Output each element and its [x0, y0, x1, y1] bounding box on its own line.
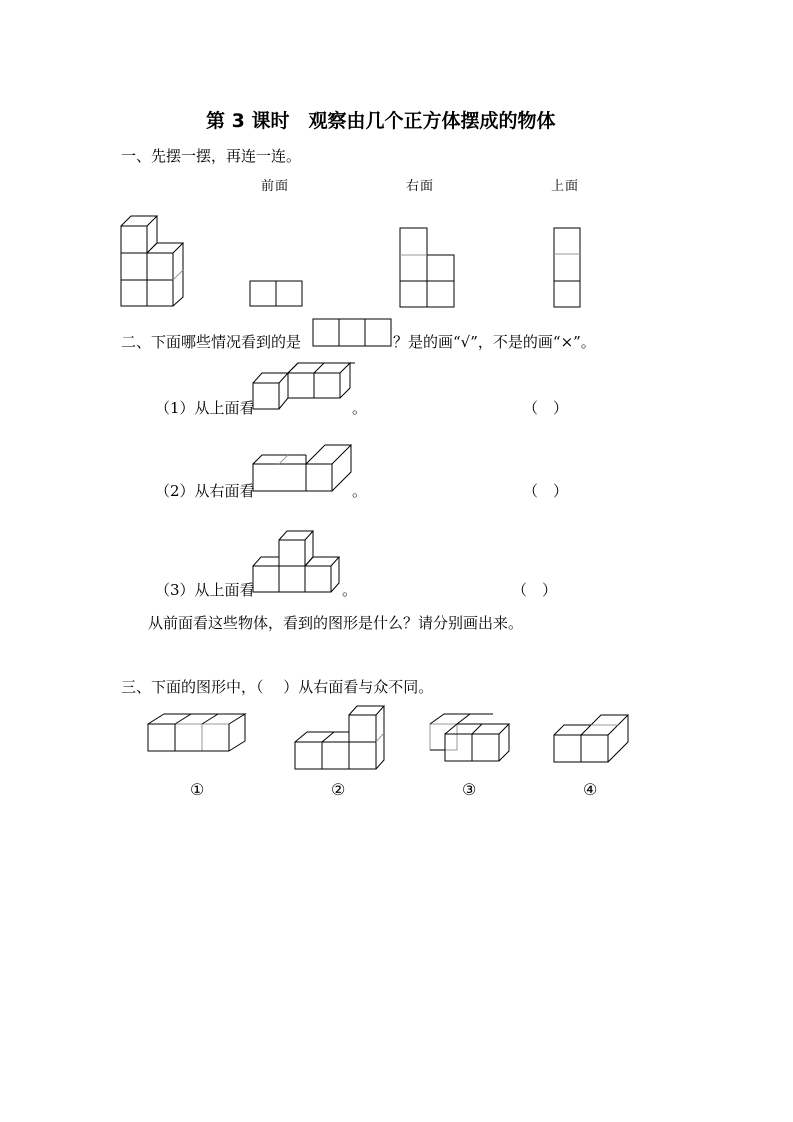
item3-answer-blank[interactable]: （ ）: [512, 581, 558, 599]
section2-heading-after: ？是的画“√”，不是的画“×”。: [393, 333, 596, 351]
item3-period: 。: [342, 581, 358, 599]
page-title: 第 3 课时 观察由几个正方体摆成的物体: [206, 110, 556, 132]
item2-label: （2）从右面看: [155, 482, 255, 500]
item2-answer-blank[interactable]: （ ）: [523, 482, 569, 500]
view-label-right: 右面: [406, 179, 435, 194]
item2-period: 。: [352, 482, 368, 500]
option4-label: ④: [583, 780, 598, 799]
section3-heading: 三、下面的图形中，（ ）从右面看与众不同。: [121, 678, 434, 696]
item1-label: （1）从上面看: [155, 399, 255, 417]
section2-heading-before: 二、下面哪些情况看到的是: [121, 333, 302, 351]
option3-label: ③: [462, 780, 477, 799]
view-label-top: 上面: [551, 179, 580, 194]
option2-label: ②: [331, 780, 346, 799]
item1-answer-blank[interactable]: （ ）: [523, 399, 569, 417]
item1-period: 。: [352, 399, 368, 417]
item3-label: （3）从上面看: [155, 581, 255, 599]
view-label-front: 前面: [261, 179, 290, 194]
option1-label: ①: [190, 780, 205, 799]
section1-heading: 一、先摆一摆，再连一连。: [121, 147, 302, 165]
section2-question: 从前面看这些物体，看到的图形是什么？请分别画出来。: [148, 614, 524, 632]
